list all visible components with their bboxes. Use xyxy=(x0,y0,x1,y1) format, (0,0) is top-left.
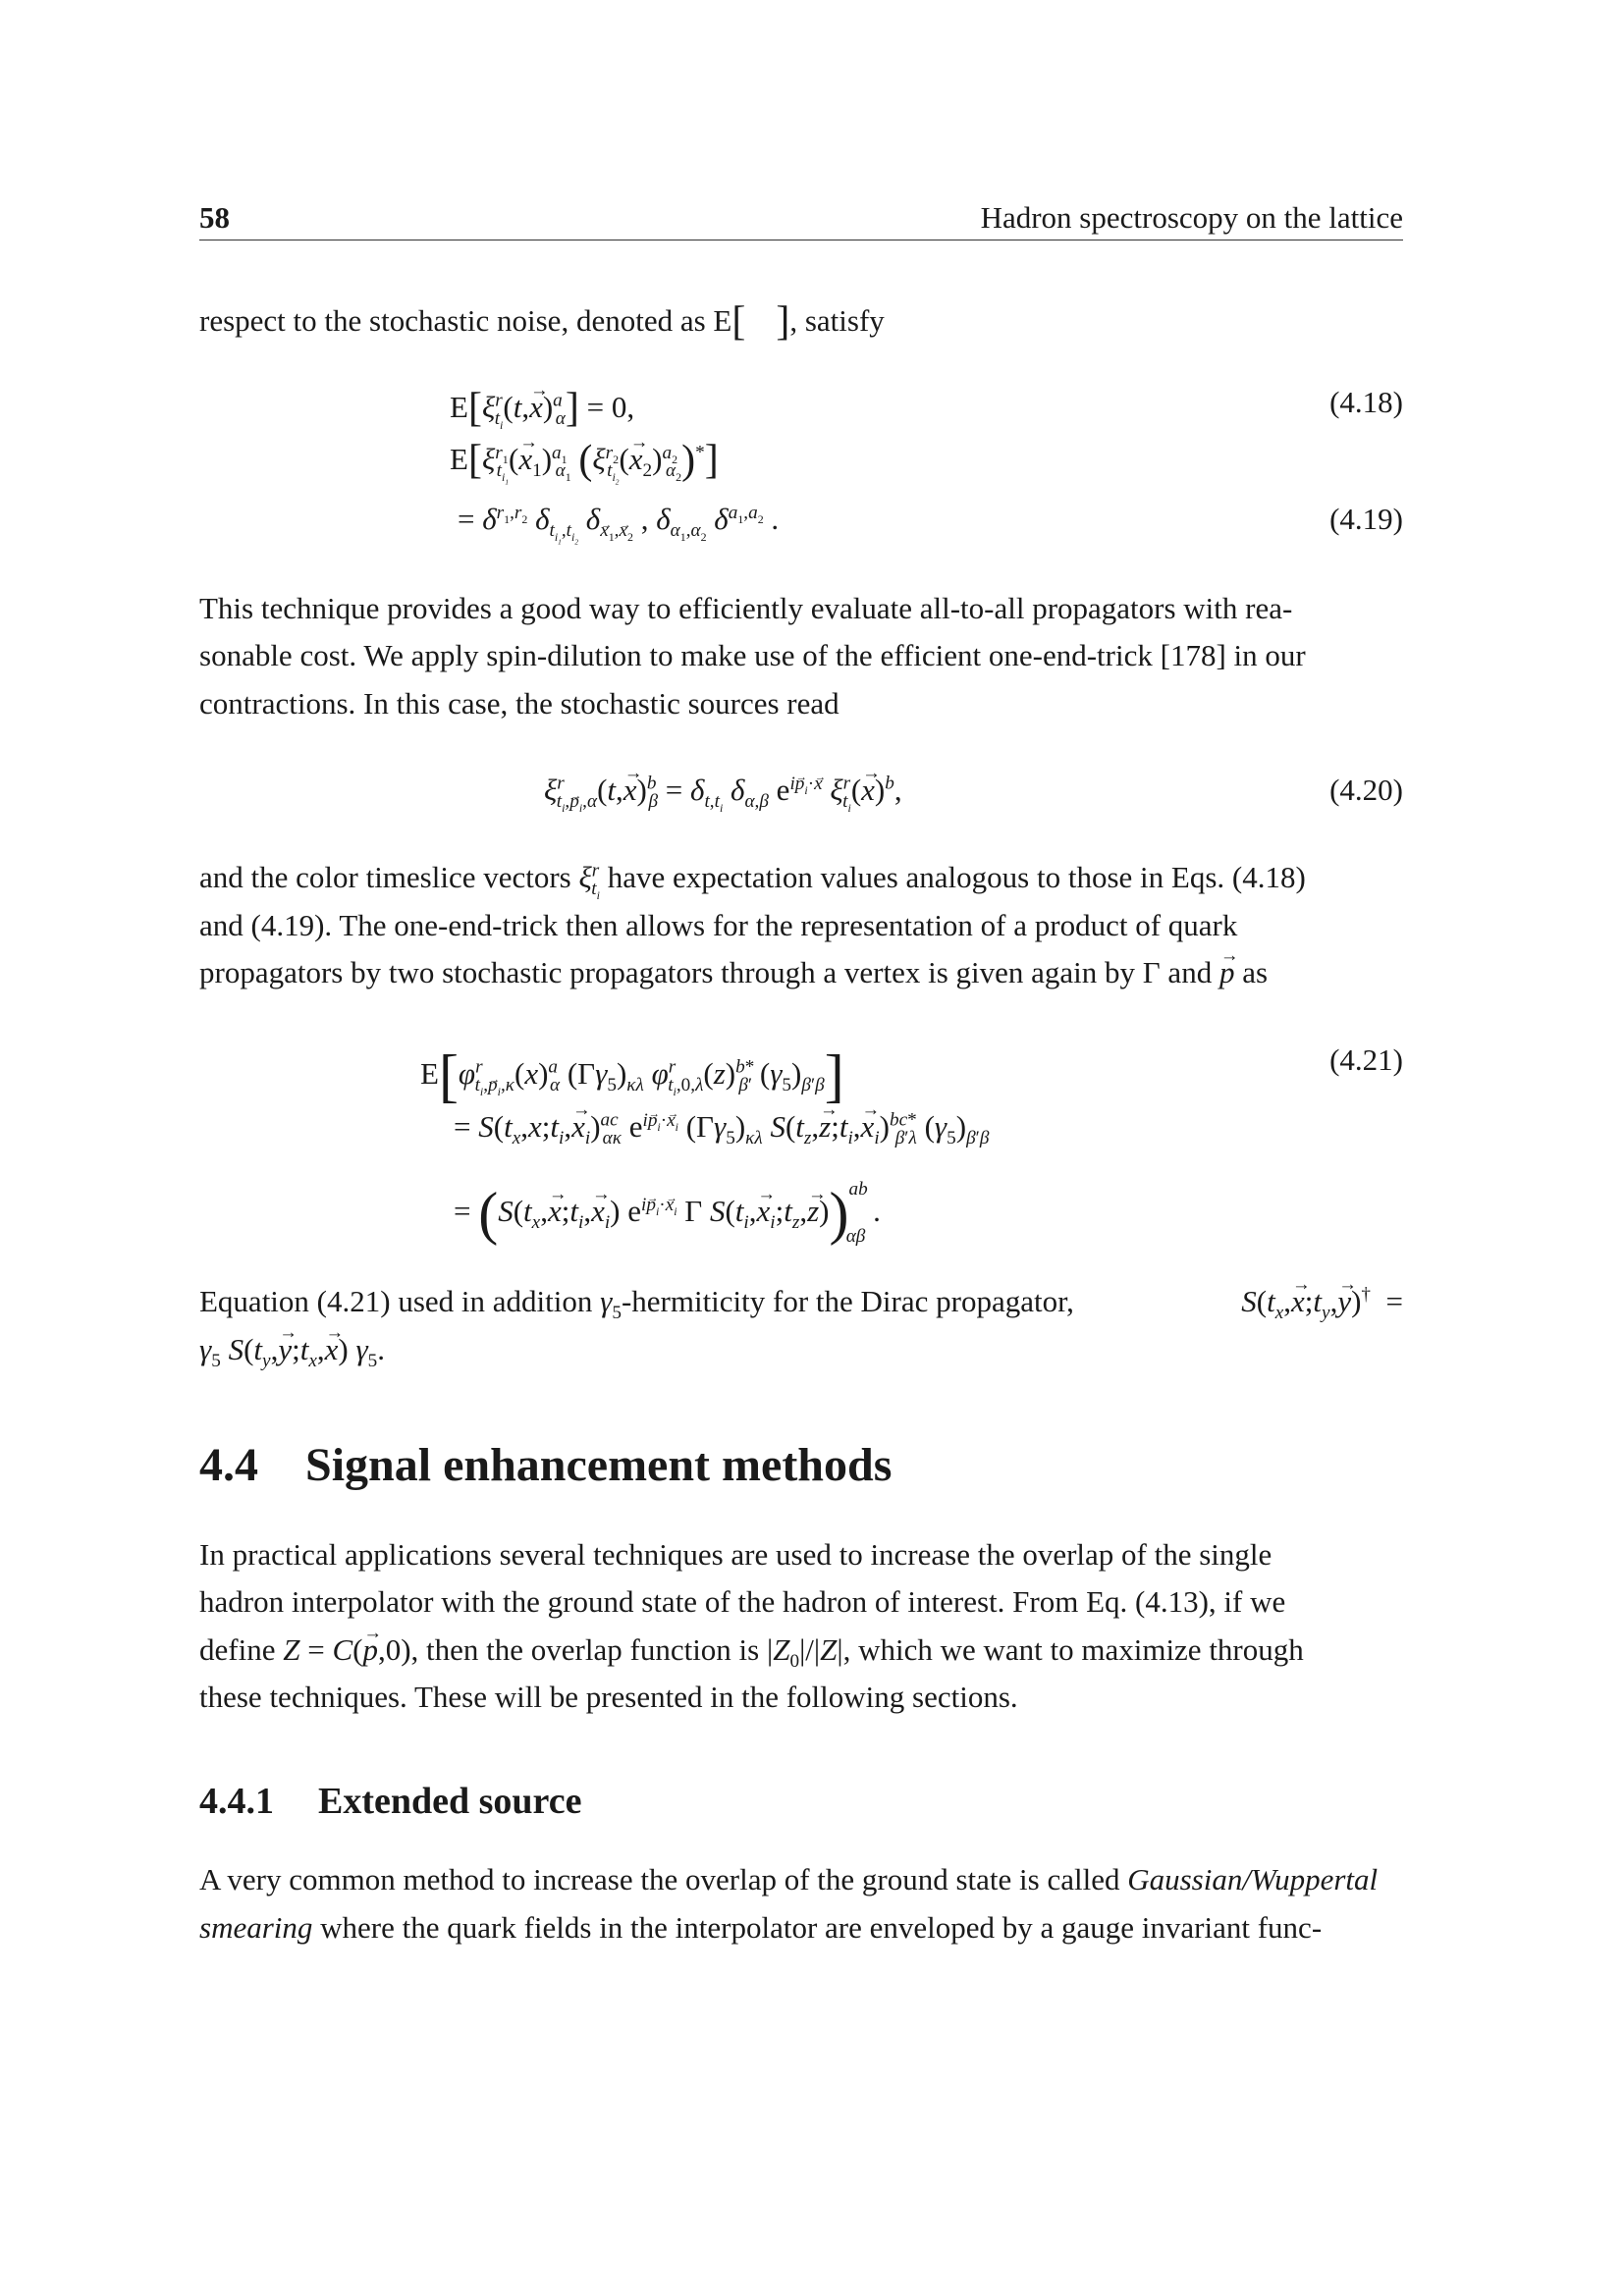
paragraph-5-line-3: define Z = C(→ p,0), then the overlap function is $|Z_0|/|Z|$, which we want to maximize through xyxy=(199,1632,1304,1668)
paragraph-4-line-1: Equation (4.21) used in addition $\gamma_5$-hermiticity for the Dirac propagator, xyxy=(199,1284,1074,1324)
page-number: 58 xyxy=(199,200,230,235)
paragraph-3-line-3: propagators by two stochastic propagators through a vertex is given again by Γ and → p as xyxy=(199,955,1268,990)
equation-number-4-18: (4.18) xyxy=(1329,385,1403,419)
paragraph-2-line-3: contractions. In this case, the stochastic sources read xyxy=(199,686,839,721)
paragraph-6-line-1: A very common method to increase the overlap of the ground state is called Gaussian/Wuppertal xyxy=(199,1862,1379,1896)
equation-4-21-line-1: $E[\varphi^r_{t_i,p_i,\kappa}(x)^a_\alpha$ $(\Gamma\gamma_5)_{\kappa\lambda}$ $\varphi^r_{t_i,0,\lambda}(z)^{b*}_{\beta'}$ $(\gamma_5)_{\beta'\beta}$] xyxy=(420,1043,844,1108)
paragraph-6-line-2: smearing where the quark fields in the interpolator are enveloped by a gauge invariant func- xyxy=(199,1910,1323,1945)
equation-number-4-19: (4.19) xyxy=(1329,502,1403,536)
paragraph-5-line-4: these techniques. These will be presented in the following sections. xyxy=(199,1680,1018,1714)
equation-number-4-20: (4.20) xyxy=(1329,773,1403,807)
paragraph-2-line-2: sonable cost. We apply spin-dilution to make use of the efficient one-end-trick [178] in our xyxy=(199,638,1306,672)
equation-4-19-line-1: $E[\xi^{r_1}_{t_{i_1}}(\to x_1)^{a_1}_{\alpha_1}$ $(\xi^{r_2}_{t_{i_2}}(\to x_2)^{a_2}_{\alpha_2})^*$] xyxy=(450,437,719,484)
equation-4-21-line-2: = $S(t_x,x;t_i,\to x_i)^{ac}_{\alpha\kappa}$ $e^{ip_i\cdot x_i}$ $(\Gamma\gamma_5)_{\kappa\lambda}$ $S(t_z,\to$ $z;t_i,\to x_i)^{bc*}_{\beta'\lambda}$ $(\gamma_5)_{\beta'\beta}$ xyxy=(454,1109,989,1145)
paragraph-5-line-2: hadron interpolator with the ground state of the hadron of interest. From Eq. (4.13), if we xyxy=(199,1584,1286,1619)
equation-4-20: $\xi^r_{t_i,p_i,\alpha}(t,\to x)^b_\beta = \delta_{t,t_i}$ $\delta_{\alpha,\beta}$ $e^{ip_i\cdot x}$ $\xi^r_{t_i}(\to x)^b$, xyxy=(544,773,902,808)
equation-4-19-line-2: = $\delta^{r_1,r_2}$ $\delta_{t_{i_1},t_{i_2}}$ $\delta_{x_1,x_2}$ , $\delta_{\alpha_1,\alpha_2}$ $\delta^{a_1,a_2}$ . xyxy=(458,502,780,547)
paragraph-1: respect to the stochastic noise, denoted as E[ ], satisfy xyxy=(199,299,885,345)
equation-4-18: $E[\xi^r_{t_i}(t,\to x)^a_\alpha] = 0$, xyxy=(450,385,634,432)
paragraph-4-formula: $S(t_x,\to$ $x;t_y,\to y)^\dagger$ = xyxy=(1241,1284,1403,1319)
subsection-heading-4-4-1: 4.4.1 Extended source xyxy=(199,1781,582,1822)
paragraph-3-line-1: and the color timeslice vectors $\xi^r_{t_i}$ have expectation values analogous to those in Eqs. (4.18) xyxy=(199,860,1306,903)
paragraph-5-line-1: In practical applications several techniques are used to increase the overlap of the single xyxy=(199,1537,1272,1572)
section-heading-4-4: 4.4 Signal enhancement methods xyxy=(199,1439,893,1491)
paragraph-2-line-1: This technique provides a good way to efficiently evaluate all-to-all propagators with rea- xyxy=(199,591,1293,625)
paragraph-3-line-2: and (4.19). The one-end-trick then allows for the representation of a product of quark xyxy=(199,908,1238,942)
running-title: Hadron spectroscopy on the lattice xyxy=(980,200,1403,235)
paragraph-4-line-2: $\gamma_5$ $S(t_y,\to$ $y;t_x,\to x$) $\gamma_5$. xyxy=(199,1332,385,1367)
equation-4-21-line-3: = ($S(t_x,\to$ $x;t_i,\to x_i$) $e^{ip_i\cdot x_i}$ Γ $S(t_i,\to$ $x_i;t_z,\to z))^{ab}_{\alpha\beta}$ . xyxy=(454,1180,881,1248)
equation-number-4-21: (4.21) xyxy=(1329,1042,1403,1077)
